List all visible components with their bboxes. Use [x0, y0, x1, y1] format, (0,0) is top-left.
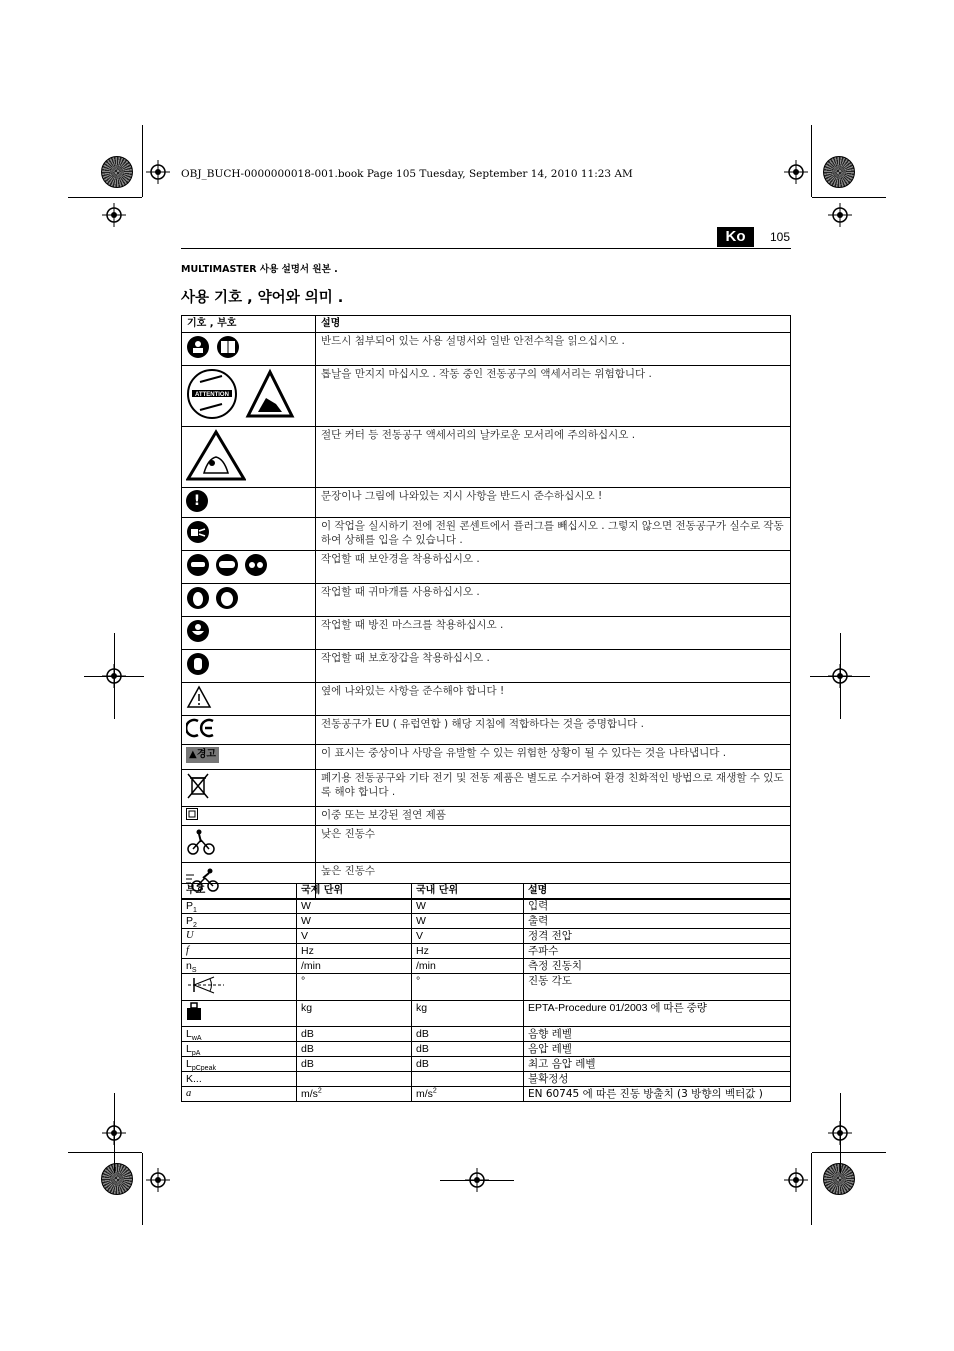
table-row: [182, 716, 791, 745]
table-row: U V V 정격 전압: [182, 929, 791, 944]
dust-mask-icon: [186, 619, 210, 643]
svg-text:ATTENTION: ATTENTION: [195, 392, 229, 398]
column-header: 설명: [316, 316, 791, 333]
table-row: [182, 427, 791, 488]
read-manual-icon: [186, 335, 242, 359]
row-description: 이중 또는 보강된 절연 제품: [316, 807, 791, 826]
table-row: $n_S$ /min /min 측정 진동치: [182, 959, 791, 974]
table-header-row: [182, 316, 791, 333]
table-row: [182, 551, 791, 584]
row-description: 작업할 때 보호장갑을 착용하십시오 .: [316, 650, 791, 683]
table-row: K... 불확정성: [182, 1072, 791, 1087]
row-description: 옆에 나와있는 사항을 준수해야 합니다 !: [316, 683, 791, 716]
table-row: [182, 807, 791, 826]
registration-mark-icon: [784, 1168, 808, 1192]
table-row: a $m/s^2$ $m/s^2$ EN 60745 에 따른 진동 방출치 (3 방향의 벡터값 ): [182, 1087, 791, 1102]
column-header: 국내 단위: [412, 884, 524, 899]
row-description: 문장이나 그림에 나와있는 지시 사항을 반드시 준수하십시오 !: [316, 488, 791, 518]
eye-protection-icon: [186, 553, 268, 577]
table-row: ° ° 진동 각도: [182, 974, 791, 1001]
table-row: f Hz Hz 주파수: [182, 944, 791, 959]
row-description: 전동공구가 EU ( 유럽연합 ) 해당 지침에 적합하다는 것을 증명합니다 .: [316, 716, 791, 745]
table-row: [182, 826, 791, 863]
row-description: 높은 진동수: [316, 863, 791, 900]
color-dial-icon: [101, 1163, 133, 1195]
document-label: MULTIMASTER 사용 설명서 원본 .: [181, 264, 338, 275]
ear-protection-icon: [186, 586, 240, 610]
page-title: 사용 기호 , 약어와 의미 .: [181, 290, 344, 306]
table-row: [182, 745, 791, 770]
table-row: [182, 488, 791, 518]
column-header: 설명: [524, 884, 791, 899]
column-header: 국제 단위: [297, 884, 412, 899]
low-speed-bike-icon: [186, 828, 216, 856]
registration-mark-icon: [146, 160, 170, 184]
registration-mark-icon: [102, 203, 126, 227]
row-description: 폐기용 전동공구와 기타 전기 및 전동 제품은 별도로 수거하여 환경 친화적인 방법으로 재생할 수 있도록 해야 합니다 .: [316, 770, 791, 807]
mandatory-icon: !: [186, 490, 208, 512]
table-row: [182, 617, 791, 650]
table-header-row: [182, 884, 791, 899]
table-row: [182, 366, 791, 427]
header-rule: [181, 248, 791, 249]
crossed-bin-icon: [186, 772, 210, 800]
sharp-edge-warning-icon: [186, 429, 246, 481]
double-insulation-icon: [186, 808, 198, 820]
registration-mark-icon: [784, 160, 808, 184]
table-row: $L_{pCpeak}$ dB dB 최고 음압 레벨: [182, 1057, 791, 1072]
color-dial-icon: [823, 1163, 855, 1195]
gloves-icon: [186, 652, 210, 676]
oscillation-angle-icon: [186, 974, 226, 996]
row-description: 반드시 첨부되어 있는 사용 설명서와 일반 안전수칙을 읽으십시오 .: [316, 333, 791, 366]
row-description: 낮은 진동수: [316, 826, 791, 863]
weight-icon: [186, 1001, 202, 1021]
table-row: [182, 650, 791, 683]
warning-triangle-icon: [186, 685, 212, 709]
page-number: 105: [770, 230, 791, 244]
row-description: 작업할 때 방진 마스크를 착용하십시오 .: [316, 617, 791, 650]
registration-mark-icon: [828, 203, 852, 227]
table-row: [182, 683, 791, 716]
symbols-table: [181, 315, 791, 900]
column-header: 기호 , 부호: [182, 316, 316, 333]
table-row: [182, 770, 791, 807]
table-row: [182, 333, 791, 366]
language-badge: Ko: [717, 227, 754, 247]
ce-mark-icon: [186, 718, 216, 738]
attention-blade-icon: [186, 368, 296, 420]
color-dial-icon: [823, 156, 855, 188]
row-description: 작업할 때 보안경을 착용하십시오 .: [316, 551, 791, 584]
table-row: [182, 518, 791, 551]
units-table: [181, 883, 791, 1102]
warning-label-icon: ▲경고: [186, 747, 219, 763]
unplug-icon: [186, 520, 210, 544]
row-description: 작업할 때 귀마개를 사용하십시오 .: [316, 584, 791, 617]
table-row: $L_{wA}$ dB dB 음향 레벨: [182, 1027, 791, 1042]
table-row: kg kg EPTA-Procedure 01/2003 에 따른 중량: [182, 1001, 791, 1027]
table-row: $P_1$ W W 입력: [182, 899, 791, 914]
color-dial-icon: [101, 156, 133, 188]
registration-mark-icon: [146, 1168, 170, 1192]
row-description: 이 작업을 실시하기 전에 전원 콘센트에서 플러그를 빼십시오 . 그렇지 않으면 전동공구가 실수로 작동하여 상해를 입을 수 있습니다 .: [316, 518, 791, 551]
book-info-line: OBJ_BUCH-0000000018-001.book Page 105 Tuesday, September 14, 2010 11:23 AM: [181, 168, 633, 180]
table-row: $L_{pA}$ dB dB 음압 레벨: [182, 1042, 791, 1057]
row-description: 톱날을 만지지 마십시오 . 작동 중인 전동공구의 액세서리는 위험합니다 .: [316, 366, 791, 427]
column-header: 부호: [182, 884, 297, 899]
table-row: $P_2$ W W 출력: [182, 914, 791, 929]
row-description: 이 표시는 중상이나 사망을 유발할 수 있는 위험한 상황이 될 수 있다는 것을 나타냅니다 .: [316, 745, 791, 770]
table-row: [182, 584, 791, 617]
row-description: 절단 커터 등 전동공구 액세서리의 날카로운 모서리에 주의하십시오 .: [316, 427, 791, 488]
